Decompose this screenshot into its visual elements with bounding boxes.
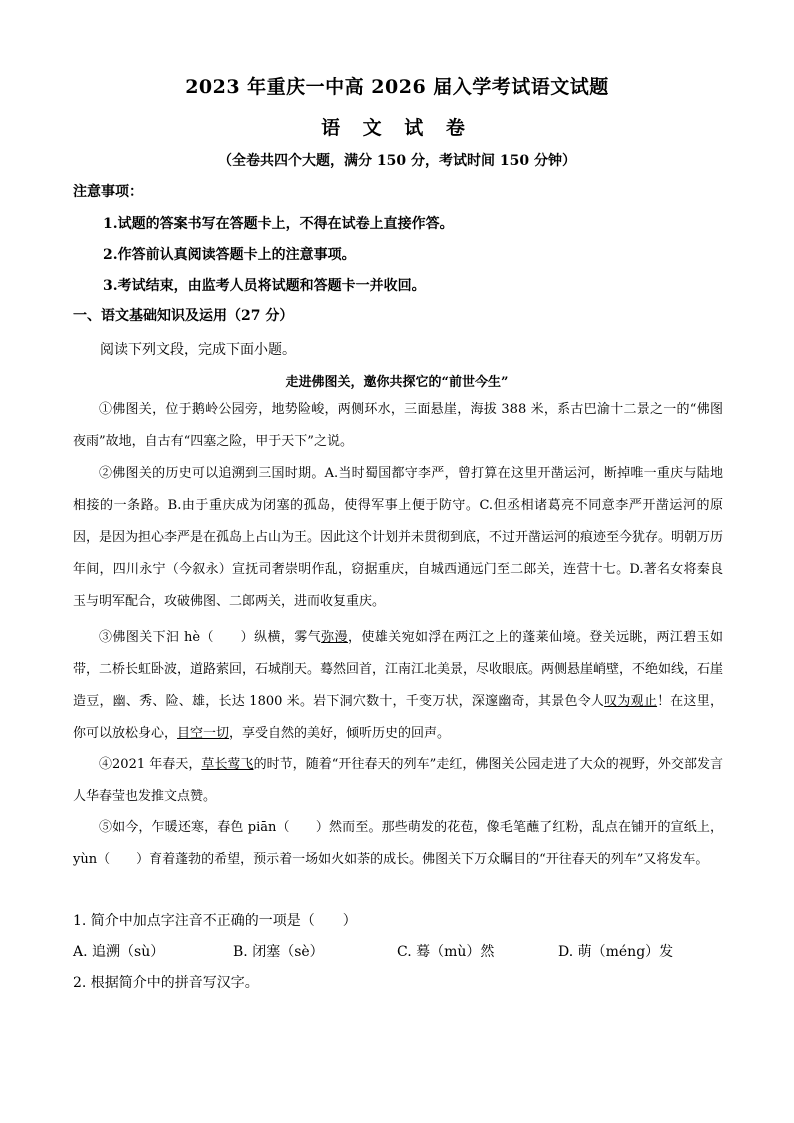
underlined-word-2: 叹为观止 (604, 694, 658, 709)
paragraph-3-text-b: ，使雄关宛如浮在两江之上的蓬莱仙境。登关远眺，两江碧玉如带，二桥长虹卧波，道路萦回，石城削天。蓦然回首，江南江北美景，尽收眼底。两侧悬崖峭壁，不绝如线，石崖造豆，幽、秀、险、雄，长达 1800 米。岩下洞穴数十，千变万状，深邃幽奇，其景色令人 (73, 630, 724, 709)
note-item-2: 2.作答前认真阅读答题卡上的注意事项。 (103, 247, 356, 263)
underlined-word-1: 弥漫 (321, 630, 348, 645)
paragraph-4 (73, 749, 723, 813)
paragraph-2: ②佛图关的历史可以追溯到三国时期。A.当时蜀国都守李严，曾打算在这里开凿运河，断掉唯一重庆与陆地相接的一条路。B.由于重庆成为闭塞的孤岛，使得军事上便于防守。C.但丞相诸葛亮不同意李严开凿运河的原因，是因为担心李严是在孤岛上占山为王。因此这个计划并未贯彻到底，不过开凿运河的痕迹至今犹存。明朝万历年间，四川永宁（今叙永）宣抚司奢崇明作乱，窃据重庆，自城西通远门至二郎关，连营十七。D.著名女将秦良玉与明军配合，攻破佛图、二郎两关，进而收复重庆。 (73, 466, 724, 609)
section-instruction: 阅读下列文段，完成下面小题。 (100, 342, 296, 358)
question-1-option-c: C. 蓦（mù）然 (397, 944, 495, 960)
question-1-option-b: B. 闭塞（sè） (233, 944, 324, 960)
paragraph-1: ①佛图关，位于鹅岭公园旁，地势险峻，两侧环水，三面悬崖，海拔 388 米，系古巴渝十二景之一的“佛图夜雨”故地，自古有“四塞之险，甲于天下”之说。 (73, 402, 723, 449)
note-item-3: 3.考试结束，由监考人员将试题和答题卡一并收回。 (103, 278, 426, 294)
paragraph-3 (73, 622, 723, 750)
underlined-word-4: 草长莺飞 (201, 757, 254, 772)
exam-meta: （全卷共四个大题，满分 150 分，考试时间 150 分钟） (218, 153, 576, 169)
paragraph-5: ⑤如今，乍暖还寒，春色 piān（ ）然而至。那些萌发的花苞，像毛笔蘸了红粉，乱点在铺开的宣纸上，yùn（ ）育着蓬勃的希望，预示着一场如火如荼的成长。佛图关下万众瞩目的“开往春天的列车”又将发车。 (73, 820, 723, 867)
question-2-stem: 2. 根据简介中的拼音写汉字。 (73, 975, 259, 991)
paragraph-3-text-d: ，享受自然的美好，倾听历史的回声。 (229, 726, 451, 741)
page-title: 2023 年重庆一中高 2026 届入学考试语文试题 (185, 76, 609, 98)
paragraph-3-text-a: ③佛图关下汩 hè（ ）纵横，雾气 (99, 630, 322, 645)
question-1-option-a: A. 追溯（sù） (73, 944, 165, 960)
paragraph-4-text-a: ④2021 年春天， (99, 757, 202, 772)
paragraph-4-text-b: 的时节，随着“开往春天的列车”走红，佛图关公园走进了大众的视野，外交部发言人华春莹也发推文点赞。 (73, 757, 724, 804)
paragraph-3-text-c: ！在这里，你可以放松身心， (73, 694, 723, 741)
passage-title: 走进佛图关，邀你共探它的“前世今生” (285, 375, 509, 390)
notes-heading: 注意事项： (73, 184, 143, 200)
page-subtitle: 语 文 试 卷 (321, 117, 473, 139)
section-heading: 一、语文基础知识及运用（27 分） (73, 308, 294, 324)
question-1-stem: 1. 简介中加点字注音不正确的一项是（ ） (73, 913, 357, 929)
underlined-word-3: 目空一切 (177, 726, 230, 741)
note-item-1: 1.试题的答案书写在答题卡上，不得在试卷上直接作答。 (103, 216, 454, 232)
question-1-option-d: D. 萌（méng）发 (558, 944, 674, 960)
